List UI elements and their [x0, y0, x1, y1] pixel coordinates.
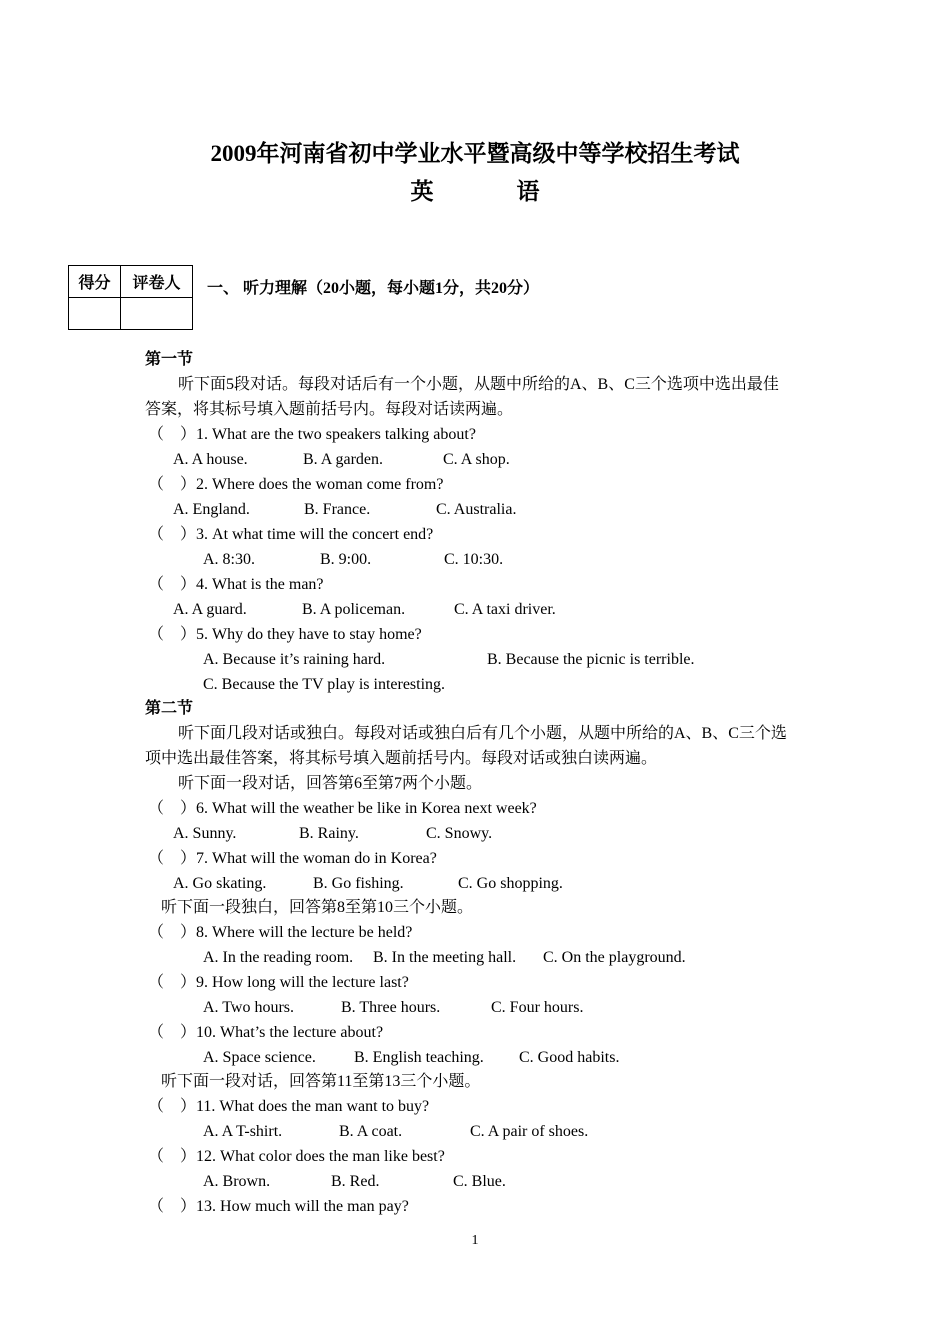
- section2-instruction: 听下面几段对话或独白。每段对话或独白后有几个小题，从题中所给的A、B、C三个选: [178, 725, 787, 742]
- option-a: A. In the reading room.: [203, 949, 354, 966]
- option-b: B. A coat.: [339, 1123, 403, 1140]
- option-b: B. English teaching.: [354, 1049, 484, 1066]
- option-b: B. Go fishing.: [313, 875, 404, 892]
- option-b: B. In the meeting hall.: [373, 949, 517, 966]
- option-c: C. 10:30.: [444, 551, 504, 568]
- options-11: [203, 1122, 588, 1142]
- option-b: B. 9:00.: [320, 551, 372, 568]
- option-a: A. A guard.: [173, 601, 247, 618]
- option-a: A. A T-shirt.: [203, 1123, 283, 1140]
- subsection-note-2: 听下面一段独白，回答第8至第10三个小题。: [161, 899, 474, 916]
- options-6: [173, 824, 492, 844]
- answer-bracket[interactable]: （ ）: [148, 1198, 197, 1215]
- option-b: B. Because the picnic is terrible.: [487, 651, 695, 668]
- score-table: [68, 265, 193, 330]
- question-2: （ ）2. Where does the woman come from?: [148, 476, 444, 493]
- question-4: （ ）4. What is the man?: [148, 576, 324, 593]
- option-a: A. England.: [173, 501, 250, 518]
- answer-bracket[interactable]: （ ）: [148, 476, 197, 493]
- section1-heading: 第一节: [145, 351, 194, 368]
- section2-instruction-cont: 项中选出最佳答案，将其标号填入题前括号内。每段对话或独白读两遍。: [145, 750, 658, 767]
- answer-bracket[interactable]: （ ）: [148, 426, 197, 443]
- option-c: C. A pair of shoes.: [470, 1123, 589, 1140]
- answer-bracket[interactable]: （ ）: [148, 526, 197, 543]
- question-10: （ ）10. What’s the lecture about?: [148, 1024, 384, 1041]
- section2-heading: 第二节: [145, 700, 194, 717]
- options-4: [173, 600, 556, 620]
- page-number: 1: [471, 1233, 479, 1248]
- option-a: A. Two hours.: [203, 999, 295, 1016]
- question-3: （ ）3. At what time will the concert end?: [148, 526, 434, 543]
- question-13: （ ）13. How much will the man pay?: [148, 1198, 409, 1215]
- option-b: B. France.: [304, 501, 371, 518]
- option-c: C. Australia.: [436, 501, 517, 518]
- options-3: [203, 550, 503, 570]
- option-c: C. A shop.: [443, 451, 510, 468]
- subject-title: 英 语: [410, 179, 570, 204]
- part1-heading: 一、 听力理解（20小题，每小题1分，共20分）: [207, 280, 540, 297]
- option-a: A. Go skating.: [173, 875, 267, 892]
- option-b: B. Three hours.: [341, 999, 441, 1016]
- answer-bracket[interactable]: （ ）: [148, 1098, 197, 1115]
- answer-bracket[interactable]: （ ）: [148, 850, 197, 867]
- options-8: [203, 948, 686, 968]
- question-6: （ ）6. What will the weather be like in Korea next week?: [148, 800, 537, 817]
- answer-bracket[interactable]: （ ）: [148, 1024, 197, 1041]
- grader-cell[interactable]: [121, 298, 193, 330]
- option-c: C. Good habits.: [519, 1049, 620, 1066]
- option-b: B. Rainy.: [299, 825, 359, 842]
- option-a: A. 8:30.: [203, 551, 255, 568]
- question-7: （ ）7. What will the woman do in Korea?: [148, 850, 437, 867]
- answer-bracket[interactable]: （ ）: [148, 924, 197, 941]
- options-10: [203, 1048, 619, 1068]
- grader-header: 评卷人: [121, 266, 193, 298]
- options-12: [203, 1172, 506, 1192]
- score-header: 得分: [69, 266, 121, 298]
- options-1: [173, 450, 510, 470]
- exam-title: 2009年河南省初中学业水平暨高级中等学校招生考试: [210, 141, 740, 166]
- option-a: A. Because it’s raining hard.: [203, 651, 386, 668]
- options-7: [173, 874, 563, 894]
- subsection-note-3: 听下面一段对话，回答第11至第13三个小题。: [161, 1073, 481, 1090]
- option-c: C. Blue.: [453, 1173, 506, 1190]
- question-1: （ ）1. What are the two speakers talking about?: [148, 426, 476, 443]
- options-5: [203, 650, 694, 670]
- answer-bracket[interactable]: （ ）: [148, 1148, 197, 1165]
- question-8: （ ）8. Where will the lecture be held?: [148, 924, 413, 941]
- question-11: （ ）11. What does the man want to buy?: [148, 1098, 430, 1115]
- option-a: A. Brown.: [203, 1173, 271, 1190]
- option-c: C. Snowy.: [426, 825, 493, 842]
- question-9: （ ）9. How long will the lecture last?: [148, 974, 409, 991]
- question-12: （ ）12. What color does the man like best?: [148, 1148, 445, 1165]
- option-b: B. Red.: [331, 1173, 380, 1190]
- option-a: A. A house.: [173, 451, 248, 468]
- option-b: B. A policeman.: [302, 601, 406, 618]
- option-c: C. On the playground.: [543, 949, 686, 966]
- subsection-note-1: 听下面一段对话，回答第6至第7两个小题。: [178, 775, 483, 792]
- answer-bracket[interactable]: （ ）: [148, 974, 197, 991]
- question-5: （ ）5. Why do they have to stay home?: [148, 626, 422, 643]
- option-c: C. Because the TV play is interesting.: [203, 676, 446, 693]
- score-cell[interactable]: [69, 298, 121, 330]
- answer-bracket[interactable]: （ ）: [148, 576, 197, 593]
- options-9: [203, 998, 583, 1018]
- option-b: B. A garden.: [303, 451, 383, 468]
- section1-instruction: 听下面5段对话。每段对话后有一个小题，从题中所给的A、B、C三个选项中选出最佳: [178, 376, 779, 393]
- option-c: C. Four hours.: [491, 999, 584, 1016]
- answer-bracket[interactable]: （ ）: [148, 800, 197, 817]
- option-a: A. Space science.: [203, 1049, 316, 1066]
- option-c: C. A taxi driver.: [454, 601, 556, 618]
- option-c: C. Go shopping.: [458, 875, 563, 892]
- section1-instruction-cont: 答案，将其标号填入题前括号内。每段对话读两遍。: [145, 401, 514, 418]
- answer-bracket[interactable]: （ ）: [148, 626, 197, 643]
- options-2: [173, 500, 516, 520]
- option-a: A. Sunny.: [173, 825, 237, 842]
